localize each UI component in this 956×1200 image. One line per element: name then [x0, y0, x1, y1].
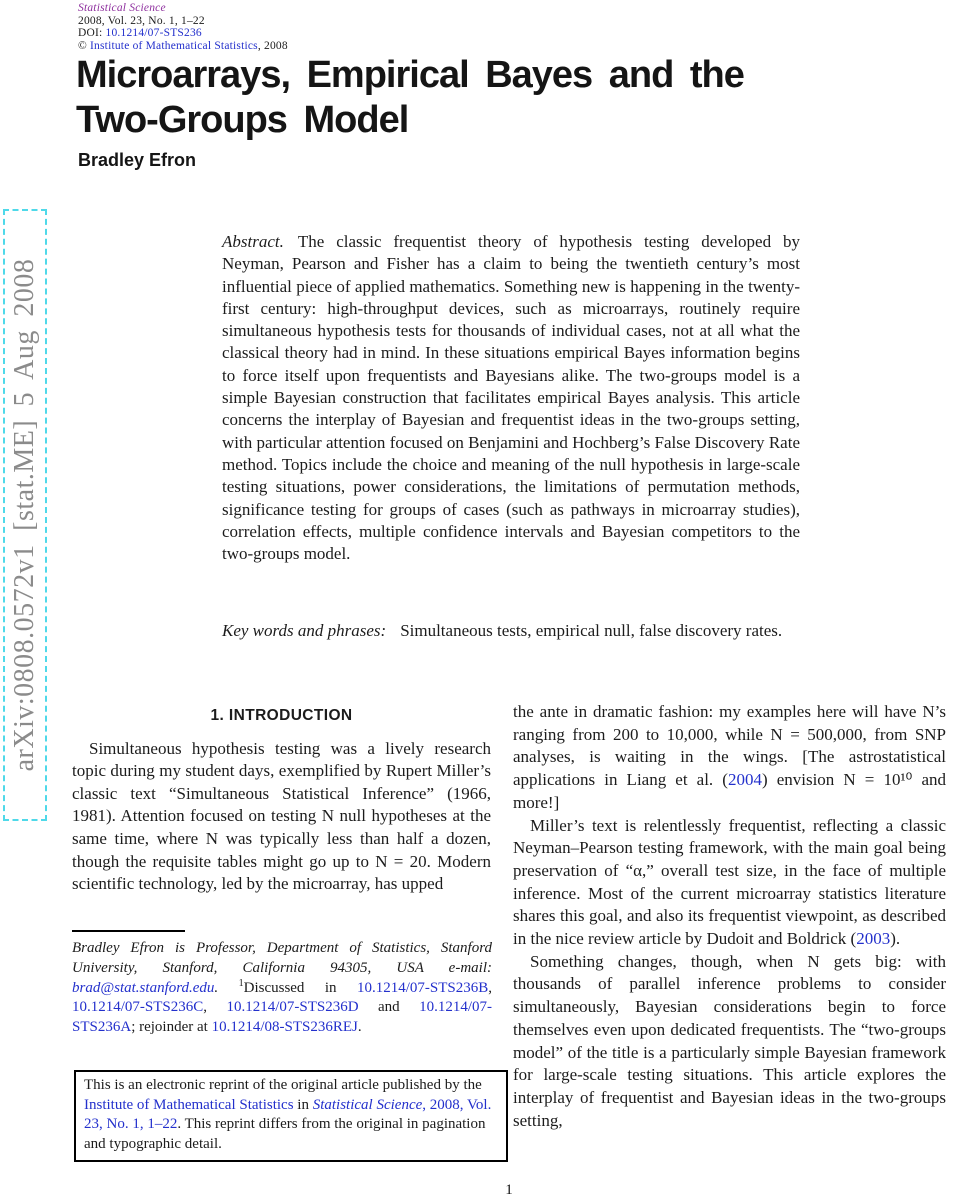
discussion-doi-link-1[interactable]: 10.1214/07-STS236B: [356, 979, 489, 996]
doi-link[interactable]: 10.1214/07-STS236: [105, 27, 202, 40]
abstract: [222, 231, 800, 565]
footnote-sep-3: and: [358, 999, 420, 1016]
journal-title-link[interactable]: Statistical Science: [78, 2, 166, 14]
keywords-label: Key words and phrases:: [222, 621, 387, 640]
paper-title-line2: Two-Groups Model: [76, 99, 409, 141]
footnote: [72, 930, 492, 1038]
paper-title-line1: Microarrays, Empirical Bayes and the: [76, 54, 744, 96]
keywords: [222, 620, 800, 642]
masthead: [78, 2, 288, 52]
intro-paragraph: Simultaneous hypothesis testing was a lively research topic during my student days, exemplified by Rupert Miller’s classic text “Simultaneous Statistical Inference” (1966, 1981). Attention focused on testing N null hypotheses at the same time, where N was typically less than half a dozen, though the requisite tables might go up to N = 20. Modern scientific technology, led by the microarray, has upped: [72, 738, 491, 894]
arxiv-watermark-strip: [3, 209, 47, 821]
masthead-volume-line: 2008, Vol. 23, No. 1, 1–22: [78, 14, 205, 27]
ims-link[interactable]: Institute of Mathematical Statistics: [90, 39, 258, 52]
arxiv-watermark-link[interactable]: arXiv:0808.0572v1 [stat.ME] 5 Aug 2008: [9, 258, 40, 772]
doi-label: DOI:: [78, 27, 106, 40]
body-paragraph-miller: [513, 815, 946, 951]
footnote-sep-4: ; rejoinder at: [131, 1019, 212, 1036]
footnote-note-intro: Discussed in: [243, 979, 357, 996]
footnote-bio: [72, 939, 492, 1038]
discussion-doi-link-3[interactable]: 10.1214/07-STS236D: [226, 999, 359, 1016]
body-paragraph-continuation: [513, 701, 946, 815]
rejoinder-doi-link[interactable]: 10.1214/08-STS236REJ: [211, 1019, 358, 1036]
page-number: 1: [505, 1182, 513, 1198]
discussion-doi-link-2[interactable]: 10.1214/07-STS236C: [72, 999, 204, 1016]
section-heading-introduction: 1. INTRODUCTION: [210, 707, 353, 724]
author-name: Bradley Efron: [78, 150, 197, 170]
masthead-doi-line: [78, 27, 288, 40]
footnote-period: .: [357, 1019, 362, 1036]
footnote-marker: 1: [238, 977, 244, 989]
para-b-text-2: ).: [890, 929, 901, 949]
copyright-symbol: ©: [78, 39, 91, 52]
para-b-text-1: Miller’s text is relentlessly frequentist, reflecting a classic Neyman–Pearson testing framework, with the main goal being preservation of “α,” overall test size, in the face of multiple inference. Most of the current microarray statistics literature shares this goal, and also its frequentist viewpoint, as described in the nice review article by Dudoit and Boldrick (: [513, 815, 946, 949]
reprint-notice-box: [74, 1070, 508, 1162]
reprint-ims-link[interactable]: Institute of Mathematical Statistics: [84, 1096, 294, 1113]
citation-link-liang-2004[interactable]: 2004: [727, 770, 762, 790]
footnote-sep-1: ,: [488, 979, 492, 996]
footnote-bio-period: .: [214, 979, 219, 996]
masthead-copyright-line: [78, 40, 288, 53]
reprint-text-2: in: [293, 1096, 313, 1113]
reprint-citation-link[interactable]: , 2008, Vol. 23, No. 1, 1–22: [84, 1096, 492, 1133]
masthead-journal-line: [78, 2, 288, 15]
footnote-rule: [72, 930, 185, 932]
right-column: [513, 701, 946, 1132]
email-link[interactable]: brad@stat.stanford.edu: [72, 979, 215, 996]
discussion-doi-link-4[interactable]: 10.1214/07-STS236A: [72, 999, 492, 1036]
citation-link-dudoit-2003[interactable]: 2003: [856, 929, 891, 949]
footnote-bio-text: Bradley Efron is Professor, Department of Statistics, Stanford University, Stanford, California 94305, USA e-mail:: [72, 940, 492, 976]
footnote-sep-2: ,: [203, 999, 227, 1016]
abstract-text: The classic frequentist theory of hypothesis testing developed by Neyman, Pearson and Fisher has a claim to being the twentieth century’s most influential piece of applied mathematics. Something new is happening in the twenty-first century: high-throughput devices, such as microarrays, routinely require simultaneous hypothesis tests for thousands of individual cases, not at all what the classical theory had in mind. In these situations empirical Bayes information begins to force itself upon frequentists and Bayesians alike. The two-groups model is a simple Bayesian construction that facilitates empirical Bayes analysis. This article concerns the interplay of Bayesian and frequentist ideas in the two-groups setting, with particular attention focused on Benjamini and Hochberg’s False Discovery Rate method. Topics include the choice and meaning of the null hypothesis in large-scale testing situations, power considerations, the limitations of permutation methods, significance testing for groups of cases (such as pathways in microarray studies), correlation effects, multiple confidence intervals and Bayesian competitors to the two-groups model.: [222, 232, 800, 564]
reprint-text-1: This is an electronic reprint of the original article published by the: [84, 1077, 482, 1093]
copyright-year: , 2008: [257, 39, 288, 52]
reprint-journal-link[interactable]: Statistical Science: [312, 1096, 423, 1113]
paper-title: [76, 53, 744, 143]
para-a-text-2: ) envision N = 10¹⁰ and more!]: [513, 770, 946, 812]
abstract-label: Abstract.: [222, 232, 284, 251]
reprint-text-3: . This reprint differs from the original in pagination and typographic detail.: [84, 1116, 486, 1152]
body-paragraph-something-changes: Something changes, though, when N gets big: with thousands of parallel inference problems to consider simultaneously, Bayesian considerations begin to force themselves even upon dedicated frequentists. The “two-groups model” of the title is a particularly simple Bayesian framework for large-scale testing situations. This article explores the interplay of frequentist and Bayesian ideas in the two-groups setting,: [513, 951, 946, 1130]
keywords-text: Simultaneous tests, empirical null, false discovery rates.: [400, 621, 783, 640]
left-column: [72, 703, 491, 896]
para-a-text-1: the ante in dramatic fashion: my examples here will have N’s ranging from 200 to 10,000, while N = 500,000, from SNP analyses, is waiting in the wings. [The astrostatistical applications in Liang et al. (: [513, 702, 946, 790]
